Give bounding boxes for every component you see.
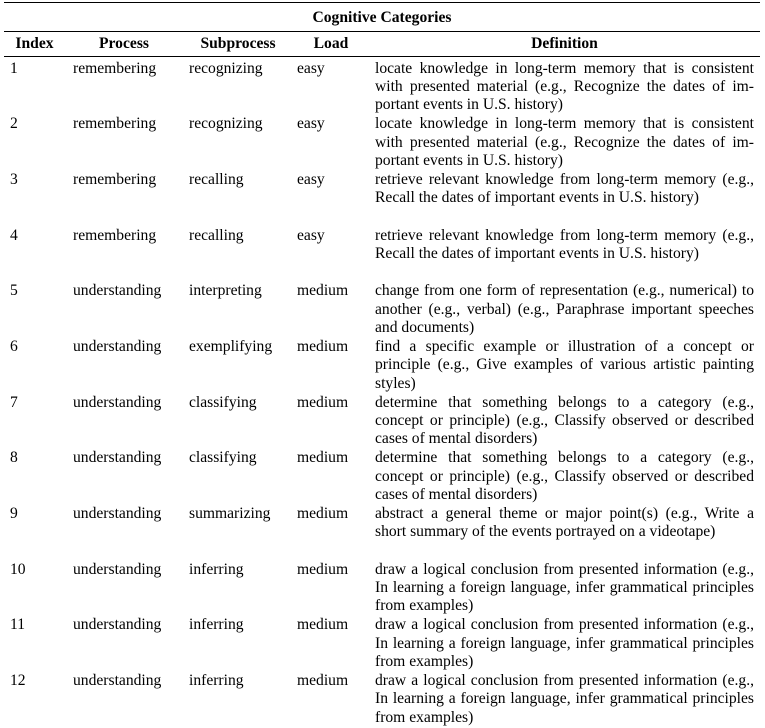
table-row xyxy=(4,115,760,171)
cell-process: remembering xyxy=(73,170,157,188)
cell-process: understanding xyxy=(73,560,162,578)
cell-subprocess: inferring xyxy=(189,616,244,634)
cell-index: 3 xyxy=(10,170,18,188)
cell-subprocess: classifying xyxy=(189,449,257,467)
cell-load: medium xyxy=(297,282,349,300)
cell-subprocess: interpreting xyxy=(189,282,262,300)
cell-definition: retrieve relevant knowledge from long-term memory (e.g., Recall the dates of important events in U.S. history) xyxy=(375,226,754,262)
cell-load: easy xyxy=(297,115,325,133)
cell-definition: determine that something belongs to a category (e.g., concept or principle) (e.g., Classify observed or described cases of mental disorders) xyxy=(375,449,754,503)
cell-definition: determine that something belongs to a category (e.g., concept or principle) (e.g., Classify observed or described cases of mental disorders) xyxy=(375,393,754,448)
table-row xyxy=(4,561,760,617)
header-index: Index xyxy=(4,32,65,56)
cell-index: 10 xyxy=(10,560,26,578)
cell-load: easy xyxy=(297,170,325,188)
cell-index: 6 xyxy=(10,338,18,356)
cell-load: medium xyxy=(297,560,349,578)
cell-subprocess: classifying xyxy=(189,393,257,411)
cell-definition: draw a logical conclusion from presented information (e.g., In learning a foreign language, infer grammatical principles from examples) xyxy=(375,560,754,615)
cell-definition: find a specific example or illustration of a concept or principle (e.g., Give examples of various artistic painting styles) xyxy=(375,338,754,392)
cell-load: medium xyxy=(297,338,349,356)
table-title: Cognitive Categories xyxy=(4,2,760,31)
cell-process: remembering xyxy=(73,59,157,77)
cell-process: understanding xyxy=(73,672,162,690)
header-process: Process xyxy=(65,32,183,56)
cell-process: understanding xyxy=(73,393,162,411)
cell-definition: change from one form of representation (e.g., numerical) to another (e.g., verbal) (e.g., Paraphrase important speeches and documents) xyxy=(375,282,754,336)
cell-definition: draw a logical conclusion from presented information (e.g., In learning a foreign language, infer grammatical principles from examples) xyxy=(375,672,754,726)
header-row xyxy=(4,32,760,56)
cell-process: remembering xyxy=(73,115,157,133)
cell-index: 4 xyxy=(10,226,18,244)
table-row xyxy=(4,505,760,561)
cell-definition: retrieve relevant knowledge from long-term memory (e.g., Recall the dates of important events in U.S. history) xyxy=(375,170,754,207)
cell-index: 1 xyxy=(10,59,18,77)
cell-process: understanding xyxy=(73,449,162,467)
cell-load: easy xyxy=(297,59,325,77)
cell-load: medium xyxy=(297,505,349,523)
table-row xyxy=(4,56,760,115)
cell-subprocess: recognizing xyxy=(189,59,263,77)
cell-load: medium xyxy=(297,449,349,467)
cell-process: understanding xyxy=(73,505,162,523)
table-row xyxy=(4,171,760,227)
cell-subprocess: summarizing xyxy=(189,505,271,523)
cell-load: medium xyxy=(297,672,349,690)
cell-index: 2 xyxy=(10,115,18,133)
cell-process: understanding xyxy=(73,338,162,356)
cell-definition: abstract a general theme or major point(s) (e.g., Write a short summary of the events portrayed on a videotape) xyxy=(375,505,754,541)
table-row xyxy=(4,672,760,728)
cell-process: remembering xyxy=(73,226,157,244)
cell-process: understanding xyxy=(73,616,162,634)
cell-subprocess: recalling xyxy=(189,170,244,188)
table-row xyxy=(4,282,760,338)
cell-index: 11 xyxy=(10,616,26,634)
cell-index: 7 xyxy=(10,393,18,411)
header-load: Load xyxy=(293,32,369,56)
table-row xyxy=(4,394,760,450)
cell-subprocess: inferring xyxy=(189,672,244,690)
cell-subprocess: inferring xyxy=(189,560,244,578)
cell-index: 9 xyxy=(10,505,18,523)
cell-index: 5 xyxy=(10,282,18,300)
cell-load: medium xyxy=(297,616,349,634)
cell-definition: locate knowledge in long-term memory that is consistent with presented material (e.g., Recognize the dates of important events in U.S. history) xyxy=(375,115,754,169)
table-row xyxy=(4,338,760,394)
table-header xyxy=(4,32,760,56)
cell-subprocess: exemplifying xyxy=(189,338,273,356)
cell-load: easy xyxy=(297,226,325,244)
table-row xyxy=(4,449,760,505)
cell-definition: locate knowledge in long-term memory that is consistent with presented material (e.g., Recognize the dates of important events in U.S. history) xyxy=(375,59,754,114)
cell-index: 8 xyxy=(10,449,18,467)
table-row xyxy=(4,227,760,283)
cell-load: medium xyxy=(297,393,349,411)
header-definition: Definition xyxy=(369,32,760,56)
table-body xyxy=(4,56,760,728)
cell-definition: draw a logical conclusion from presented information (e.g., In learning a foreign language, infer grammatical principles from examples) xyxy=(375,616,754,671)
cell-subprocess: recognizing xyxy=(189,115,263,133)
cell-subprocess: recalling xyxy=(189,226,244,244)
cell-process: understanding xyxy=(73,282,162,300)
header-subprocess: Subprocess xyxy=(183,32,293,56)
table-row xyxy=(4,616,760,672)
cognitive-categories-table xyxy=(4,2,760,728)
cell-index: 12 xyxy=(10,672,26,690)
